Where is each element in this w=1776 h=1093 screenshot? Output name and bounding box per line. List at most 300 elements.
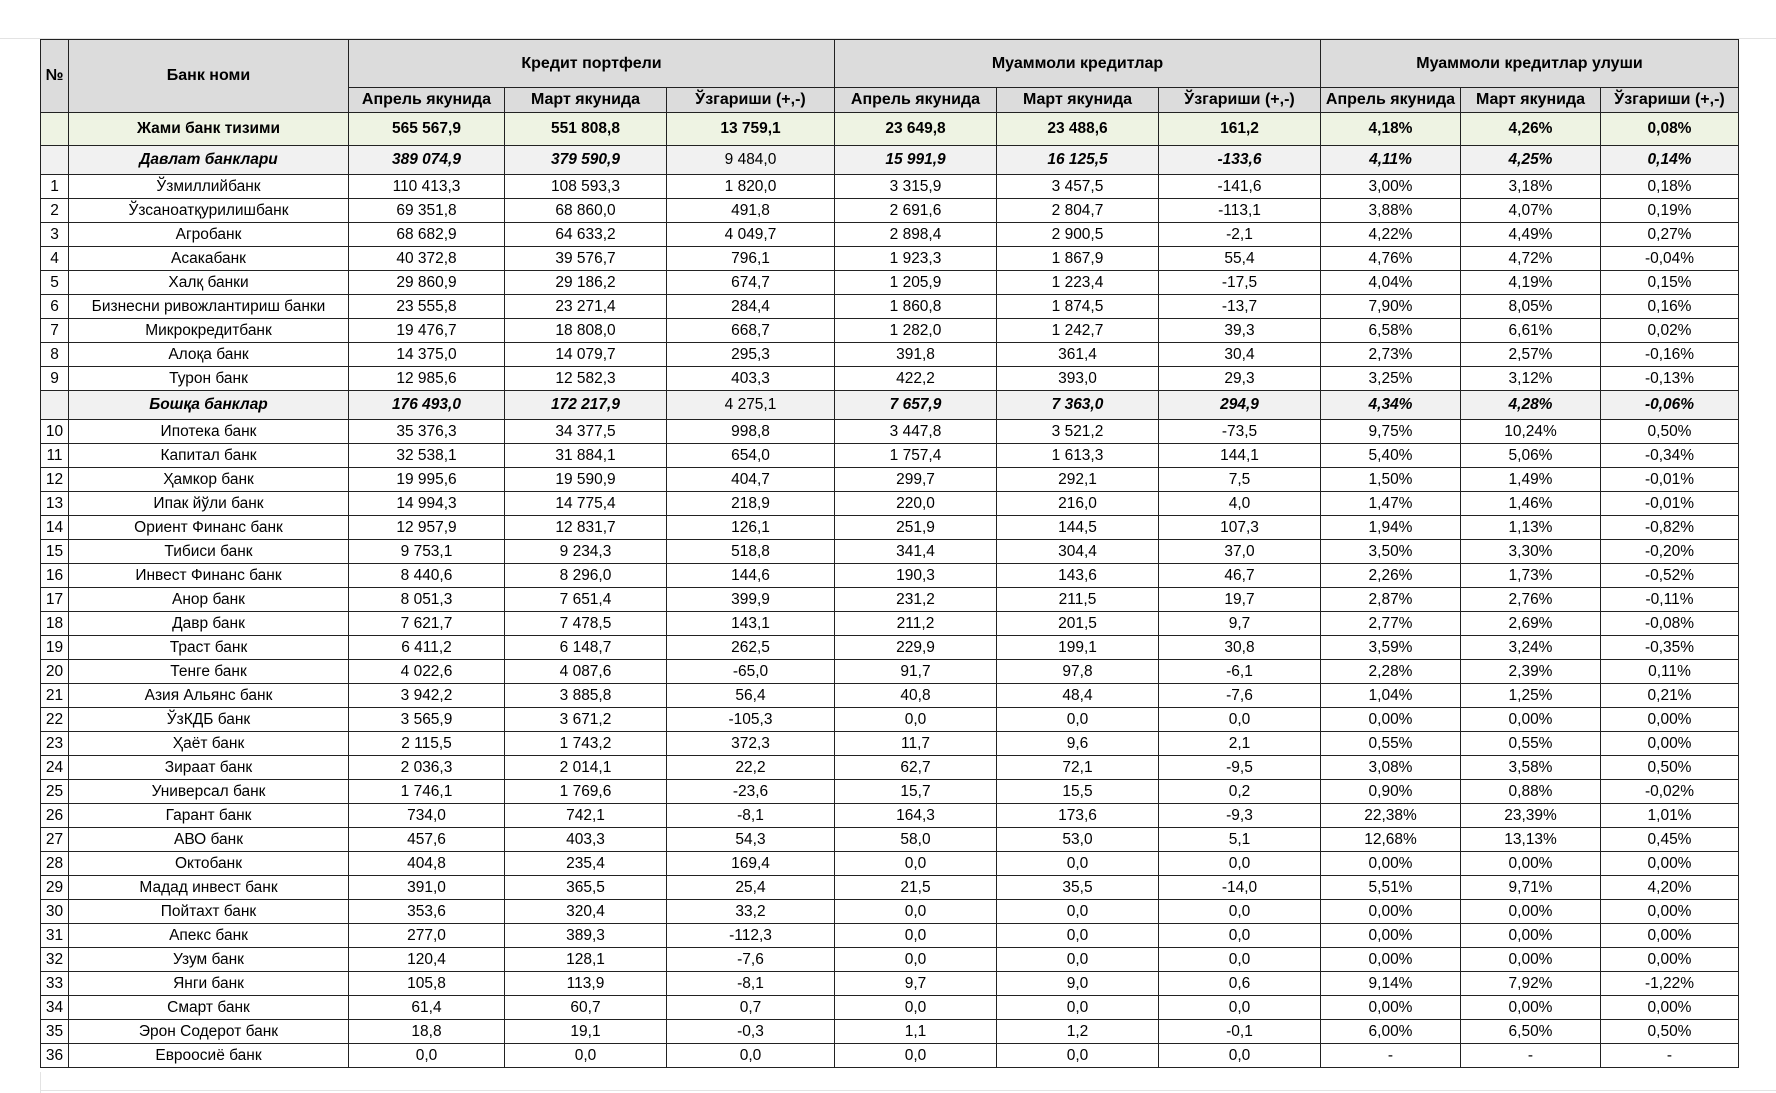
value-cell: 1 205,9	[835, 271, 997, 295]
value-cell: 12 985,6	[349, 367, 505, 391]
value-cell: 0,02%	[1601, 319, 1739, 343]
row-number-cell: 11	[41, 444, 69, 468]
value-cell: 320,4	[505, 900, 667, 924]
bank-name-cell: Универсал банк	[69, 780, 349, 804]
value-cell: 0,14%	[1601, 146, 1739, 175]
table-row	[41, 468, 1739, 492]
value-cell: -8,1	[667, 972, 835, 996]
value-cell: 1,50%	[1321, 468, 1461, 492]
value-cell: 1,49%	[1461, 468, 1601, 492]
value-cell: 391,8	[835, 343, 997, 367]
group-header-problem-loans: Муаммоли кредитлар	[835, 40, 1321, 88]
value-cell: 229,9	[835, 636, 997, 660]
value-cell: 19,7	[1159, 588, 1321, 612]
value-cell: 3,12%	[1461, 367, 1601, 391]
value-cell: 0,00%	[1601, 948, 1739, 972]
value-cell: 144,1	[1159, 444, 1321, 468]
table-row	[41, 367, 1739, 391]
value-cell: 491,8	[667, 199, 835, 223]
value-cell: 4,72%	[1461, 247, 1601, 271]
bank-name-cell: Ҳамкор банк	[69, 468, 349, 492]
value-cell: 1 743,2	[505, 732, 667, 756]
value-cell: 3,88%	[1321, 199, 1461, 223]
bank-name-cell: Агробанк	[69, 223, 349, 247]
value-cell: 3,50%	[1321, 540, 1461, 564]
value-cell: -17,5	[1159, 271, 1321, 295]
value-cell: 0,0	[1159, 708, 1321, 732]
value-cell: 12 831,7	[505, 516, 667, 540]
value-cell: 0,88%	[1461, 780, 1601, 804]
table-row	[41, 828, 1739, 852]
value-cell: 7 478,5	[505, 612, 667, 636]
value-cell: -0,13%	[1601, 367, 1739, 391]
value-cell: 2 014,1	[505, 756, 667, 780]
value-cell: -13,7	[1159, 295, 1321, 319]
table-row	[41, 852, 1739, 876]
value-cell: 277,0	[349, 924, 505, 948]
bank-name-cell: Тенге банк	[69, 660, 349, 684]
value-cell: 389 074,9	[349, 146, 505, 175]
value-cell: 164,3	[835, 804, 997, 828]
value-cell: 3 447,8	[835, 420, 997, 444]
bank-name-cell: Евроосиё банк	[69, 1044, 349, 1068]
group-row	[41, 391, 1739, 420]
value-cell: 201,5	[997, 612, 1159, 636]
value-cell: 0,0	[1159, 1044, 1321, 1068]
value-cell: 1 613,3	[997, 444, 1159, 468]
table-row	[41, 199, 1739, 223]
value-cell: 0,00%	[1601, 708, 1739, 732]
column-header-april: Апрель якунида	[349, 88, 505, 113]
value-cell: 0,00%	[1461, 852, 1601, 876]
value-cell: 4 049,7	[667, 223, 835, 247]
value-cell: 1,25%	[1461, 684, 1601, 708]
value-cell: 654,0	[667, 444, 835, 468]
row-number-cell: 29	[41, 876, 69, 900]
row-number-cell: 7	[41, 319, 69, 343]
row-number-cell: 32	[41, 948, 69, 972]
value-cell: -6,1	[1159, 660, 1321, 684]
value-cell: 8 051,3	[349, 588, 505, 612]
value-cell: 1 820,0	[667, 175, 835, 199]
value-cell: 161,2	[1159, 113, 1321, 146]
value-cell: 25,4	[667, 876, 835, 900]
value-cell: 361,4	[997, 343, 1159, 367]
table-row	[41, 756, 1739, 780]
value-cell: 4 275,1	[667, 391, 835, 420]
value-cell: 1,46%	[1461, 492, 1601, 516]
value-cell: 14 994,3	[349, 492, 505, 516]
bank-name-cell: Ҳаёт банк	[69, 732, 349, 756]
value-cell: 1,04%	[1321, 684, 1461, 708]
table-row	[41, 924, 1739, 948]
value-cell: 231,2	[835, 588, 997, 612]
row-number-cell: 30	[41, 900, 69, 924]
row-number-cell: 36	[41, 1044, 69, 1068]
value-cell: 0,50%	[1601, 756, 1739, 780]
value-cell: 0,50%	[1601, 1020, 1739, 1044]
table-row	[41, 295, 1739, 319]
row-number-cell: 19	[41, 636, 69, 660]
bank-name-cell: Ипак йўли банк	[69, 492, 349, 516]
value-cell: 0,00%	[1321, 852, 1461, 876]
table-row	[41, 175, 1739, 199]
bank-name-cell: АВО банк	[69, 828, 349, 852]
value-cell: 0,0	[997, 708, 1159, 732]
value-cell: 23 649,8	[835, 113, 997, 146]
value-cell: 235,4	[505, 852, 667, 876]
value-cell: 3,59%	[1321, 636, 1461, 660]
value-cell: 0,0	[349, 1044, 505, 1068]
value-cell: 295,3	[667, 343, 835, 367]
value-cell: 341,4	[835, 540, 997, 564]
value-cell: 1 769,6	[505, 780, 667, 804]
table-row	[41, 1044, 1739, 1068]
value-cell: 5,1	[1159, 828, 1321, 852]
row-number-cell: 28	[41, 852, 69, 876]
value-cell: 0,0	[997, 924, 1159, 948]
value-cell: 11,7	[835, 732, 997, 756]
value-cell: 0,0	[835, 948, 997, 972]
bank-name-cell: Ориент Финанс банк	[69, 516, 349, 540]
value-cell: 110 413,3	[349, 175, 505, 199]
value-cell: 105,8	[349, 972, 505, 996]
row-number-cell	[41, 113, 69, 146]
value-cell: 54,3	[667, 828, 835, 852]
value-cell: 0,00%	[1461, 708, 1601, 732]
group-row	[41, 146, 1739, 175]
value-cell: 143,6	[997, 564, 1159, 588]
value-cell: -0,04%	[1601, 247, 1739, 271]
value-cell: 199,1	[997, 636, 1159, 660]
value-cell: 0,00%	[1601, 900, 1739, 924]
row-number-cell: 17	[41, 588, 69, 612]
row-number-cell: 24	[41, 756, 69, 780]
value-cell: 144,6	[667, 564, 835, 588]
value-cell: 8,05%	[1461, 295, 1601, 319]
value-cell: 3 565,9	[349, 708, 505, 732]
value-cell: 1 757,4	[835, 444, 997, 468]
row-number-cell: 25	[41, 780, 69, 804]
column-header-bank-name: Банк номи	[69, 40, 349, 113]
table-row	[41, 972, 1739, 996]
value-cell: 172 217,9	[505, 391, 667, 420]
value-cell: 56,4	[667, 684, 835, 708]
table-row	[41, 343, 1739, 367]
row-number-cell: 2	[41, 199, 69, 223]
table-row	[41, 636, 1739, 660]
row-number-cell: 23	[41, 732, 69, 756]
value-cell: 0,55%	[1461, 732, 1601, 756]
value-cell: 2,76%	[1461, 588, 1601, 612]
value-cell: 0,00%	[1601, 732, 1739, 756]
value-cell: 19 590,9	[505, 468, 667, 492]
row-number-cell: 8	[41, 343, 69, 367]
value-cell: 19 995,6	[349, 468, 505, 492]
table-row	[41, 780, 1739, 804]
bank-name-cell: Капитал банк	[69, 444, 349, 468]
value-cell: 674,7	[667, 271, 835, 295]
row-number-cell: 20	[41, 660, 69, 684]
value-cell: 372,3	[667, 732, 835, 756]
value-cell: 0,0	[835, 900, 997, 924]
value-cell: 2,69%	[1461, 612, 1601, 636]
value-cell: 1,01%	[1601, 804, 1739, 828]
value-cell: 284,4	[667, 295, 835, 319]
row-number-cell: 3	[41, 223, 69, 247]
value-cell: 0,0	[667, 1044, 835, 1068]
value-cell: 23 555,8	[349, 295, 505, 319]
value-cell: 998,8	[667, 420, 835, 444]
value-cell: -141,6	[1159, 175, 1321, 199]
value-cell: 23 488,6	[997, 113, 1159, 146]
value-cell: 2 804,7	[997, 199, 1159, 223]
value-cell: 173,6	[997, 804, 1159, 828]
row-number-cell	[41, 391, 69, 420]
bank-name-cell: Инвест Финанс банк	[69, 564, 349, 588]
value-cell: 46,7	[1159, 564, 1321, 588]
total-row	[41, 113, 1739, 146]
value-cell: 0,0	[1159, 948, 1321, 972]
value-cell: 0,00%	[1321, 924, 1461, 948]
value-cell: 91,7	[835, 660, 997, 684]
row-number-cell: 12	[41, 468, 69, 492]
value-cell: 1 874,5	[997, 295, 1159, 319]
row-number-cell: 5	[41, 271, 69, 295]
table-row	[41, 516, 1739, 540]
table-row	[41, 804, 1739, 828]
value-cell: 60,7	[505, 996, 667, 1020]
table-row	[41, 247, 1739, 271]
value-cell: 0,0	[835, 996, 997, 1020]
row-number-cell: 4	[41, 247, 69, 271]
value-cell: 0,90%	[1321, 780, 1461, 804]
value-cell: 0,15%	[1601, 271, 1739, 295]
table-row	[41, 444, 1739, 468]
value-cell: 37,0	[1159, 540, 1321, 564]
row-number-cell: 1	[41, 175, 69, 199]
value-cell: 393,0	[997, 367, 1159, 391]
value-cell: 6 411,2	[349, 636, 505, 660]
value-cell: 457,6	[349, 828, 505, 852]
value-cell: 9,0	[997, 972, 1159, 996]
value-cell: -0,34%	[1601, 444, 1739, 468]
bank-name-cell: Октобанк	[69, 852, 349, 876]
value-cell: -2,1	[1159, 223, 1321, 247]
value-cell: 9,14%	[1321, 972, 1461, 996]
value-cell: 404,7	[667, 468, 835, 492]
value-cell: 0,0	[1159, 852, 1321, 876]
value-cell: 22,38%	[1321, 804, 1461, 828]
value-cell: 0,0	[835, 708, 997, 732]
value-cell: -1,22%	[1601, 972, 1739, 996]
bank-name-cell: Ўзмиллийбанк	[69, 175, 349, 199]
value-cell: 211,2	[835, 612, 997, 636]
value-cell: 1,94%	[1321, 516, 1461, 540]
value-cell: 40 372,8	[349, 247, 505, 271]
value-cell: 4,0	[1159, 492, 1321, 516]
value-cell: -105,3	[667, 708, 835, 732]
value-cell: 4,25%	[1461, 146, 1601, 175]
value-cell: 2,28%	[1321, 660, 1461, 684]
value-cell: 12 582,3	[505, 367, 667, 391]
value-cell: 33,2	[667, 900, 835, 924]
value-cell: 1 923,3	[835, 247, 997, 271]
table-row	[41, 1020, 1739, 1044]
bank-name-cell: Халқ банки	[69, 271, 349, 295]
value-cell: 796,1	[667, 247, 835, 271]
value-cell: 9 484,0	[667, 146, 835, 175]
row-number-cell: 15	[41, 540, 69, 564]
value-cell: 1,1	[835, 1020, 997, 1044]
value-cell: 4,04%	[1321, 271, 1461, 295]
value-cell: 0,6	[1159, 972, 1321, 996]
bank-name-cell: Апекс банк	[69, 924, 349, 948]
row-number-cell: 31	[41, 924, 69, 948]
value-cell: -0,16%	[1601, 343, 1739, 367]
value-cell: 5,06%	[1461, 444, 1601, 468]
table-row	[41, 223, 1739, 247]
value-cell: 8 440,6	[349, 564, 505, 588]
table-row	[41, 588, 1739, 612]
value-cell: 0,00%	[1601, 852, 1739, 876]
bank-name-cell: Турон банк	[69, 367, 349, 391]
value-cell: 0,2	[1159, 780, 1321, 804]
value-cell: 391,0	[349, 876, 505, 900]
value-cell: 40,8	[835, 684, 997, 708]
value-cell: 0,0	[997, 948, 1159, 972]
value-cell: 0,0	[1159, 900, 1321, 924]
value-cell: 734,0	[349, 804, 505, 828]
value-cell: 13,13%	[1461, 828, 1601, 852]
value-cell: 0,0	[997, 1044, 1159, 1068]
bank-name-cell: ЎзКДБ банк	[69, 708, 349, 732]
value-cell: 0,00%	[1461, 996, 1601, 1020]
value-cell: 565 567,9	[349, 113, 505, 146]
value-cell: 218,9	[667, 492, 835, 516]
bank-name-cell: Микрокредитбанк	[69, 319, 349, 343]
value-cell: 389,3	[505, 924, 667, 948]
column-header-april: Апрель якунида	[1321, 88, 1461, 113]
value-cell: 9 234,3	[505, 540, 667, 564]
value-cell: 113,9	[505, 972, 667, 996]
value-cell: 7,90%	[1321, 295, 1461, 319]
value-cell: 2,26%	[1321, 564, 1461, 588]
value-cell: 404,8	[349, 852, 505, 876]
value-cell: 2,73%	[1321, 343, 1461, 367]
value-cell: 2 115,5	[349, 732, 505, 756]
value-cell: 2 036,3	[349, 756, 505, 780]
value-cell: 4,11%	[1321, 146, 1461, 175]
value-cell: 2 898,4	[835, 223, 997, 247]
value-cell: 55,4	[1159, 247, 1321, 271]
value-cell: 126,1	[667, 516, 835, 540]
row-number-cell: 22	[41, 708, 69, 732]
value-cell: 0,16%	[1601, 295, 1739, 319]
bank-name-cell: Азия Альянс банк	[69, 684, 349, 708]
column-header-april: Апрель якунида	[835, 88, 997, 113]
value-cell: -8,1	[667, 804, 835, 828]
value-cell: 0,00%	[1601, 924, 1739, 948]
value-cell: 7 621,7	[349, 612, 505, 636]
value-cell: 23,39%	[1461, 804, 1601, 828]
value-cell: -	[1461, 1044, 1601, 1068]
value-cell: 9,6	[997, 732, 1159, 756]
bank-name-cell: Траст банк	[69, 636, 349, 660]
value-cell: 7,92%	[1461, 972, 1601, 996]
value-cell: 7,5	[1159, 468, 1321, 492]
value-cell: 30,8	[1159, 636, 1321, 660]
value-cell: 6,58%	[1321, 319, 1461, 343]
value-cell: 0,00%	[1321, 948, 1461, 972]
column-header-march: Март якунида	[1461, 88, 1601, 113]
row-number-cell: 33	[41, 972, 69, 996]
table-row	[41, 271, 1739, 295]
table-row	[41, 684, 1739, 708]
value-cell: 107,3	[1159, 516, 1321, 540]
value-cell: 68 682,9	[349, 223, 505, 247]
value-cell: 48,4	[997, 684, 1159, 708]
bank-name-cell: Узум банк	[69, 948, 349, 972]
table-row	[41, 564, 1739, 588]
row-number-cell: 13	[41, 492, 69, 516]
value-cell: 0,0	[505, 1044, 667, 1068]
bank-name-cell: Асакабанк	[69, 247, 349, 271]
value-cell: 403,3	[505, 828, 667, 852]
value-cell: 0,19%	[1601, 199, 1739, 223]
value-cell: 1 242,7	[997, 319, 1159, 343]
value-cell: -9,5	[1159, 756, 1321, 780]
value-cell: -14,0	[1159, 876, 1321, 900]
value-cell: 262,5	[667, 636, 835, 660]
column-header-change: Ўзгариши (+,-)	[667, 88, 835, 113]
row-number-cell: 27	[41, 828, 69, 852]
bank-name-cell: Янги банк	[69, 972, 349, 996]
value-cell: 22,2	[667, 756, 835, 780]
table-row	[41, 708, 1739, 732]
value-cell: 1 746,1	[349, 780, 505, 804]
value-cell: 4,26%	[1461, 113, 1601, 146]
value-cell: 299,7	[835, 468, 997, 492]
value-cell: 0,00%	[1601, 996, 1739, 1020]
value-cell: 21,5	[835, 876, 997, 900]
value-cell: 35,5	[997, 876, 1159, 900]
value-cell: 379 590,9	[505, 146, 667, 175]
row-number-cell: 6	[41, 295, 69, 319]
value-cell: 14 079,7	[505, 343, 667, 367]
value-cell: 0,7	[667, 996, 835, 1020]
bank-name-cell: Давр банк	[69, 612, 349, 636]
value-cell: 4,34%	[1321, 391, 1461, 420]
value-cell: 0,00%	[1321, 996, 1461, 1020]
value-cell: 1 282,0	[835, 319, 997, 343]
value-cell: 3 457,5	[997, 175, 1159, 199]
bank-name-cell: Ипотека банк	[69, 420, 349, 444]
table-row	[41, 900, 1739, 924]
value-cell: 0,45%	[1601, 828, 1739, 852]
value-cell: 0,0	[997, 852, 1159, 876]
table-row	[41, 319, 1739, 343]
value-cell: 0,00%	[1461, 924, 1601, 948]
value-cell: 304,4	[997, 540, 1159, 564]
value-cell: 0,00%	[1321, 708, 1461, 732]
value-cell: 1,47%	[1321, 492, 1461, 516]
value-cell: 5,51%	[1321, 876, 1461, 900]
value-cell: 6,61%	[1461, 319, 1601, 343]
value-cell: 7 657,9	[835, 391, 997, 420]
value-cell: 128,1	[505, 948, 667, 972]
bank-name-cell: Давлат банклари	[69, 146, 349, 175]
